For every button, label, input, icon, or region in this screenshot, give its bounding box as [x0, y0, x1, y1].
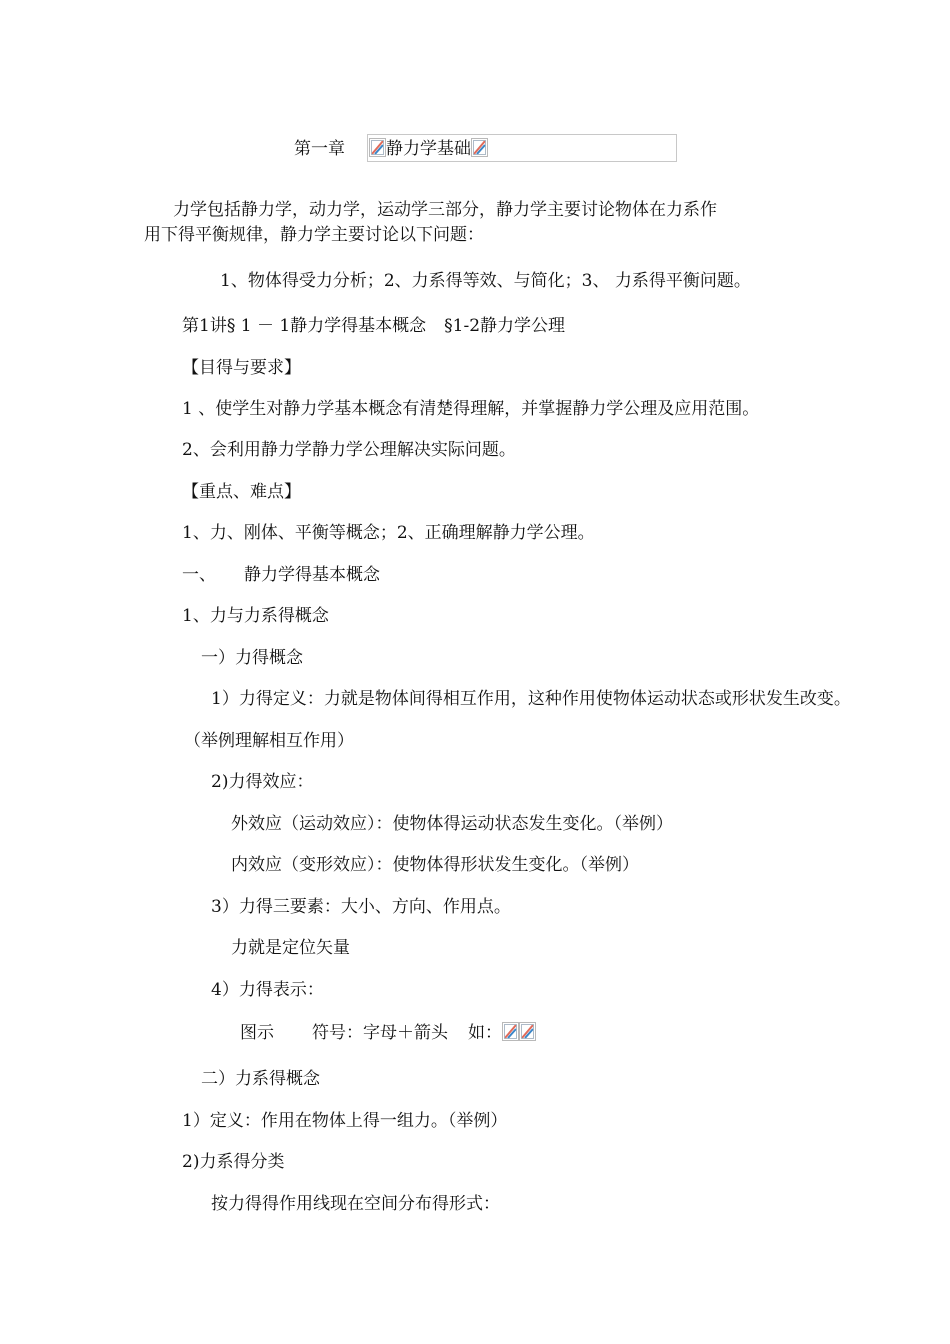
external-effect: 外效应（运动效应）：使物体得运动状态发生变化。（举例）: [231, 814, 673, 834]
intro-line-2: 用下得平衡规律，静力学主要讨论以下问题：: [144, 225, 484, 245]
force-representation-heading: 4）力得表示：: [211, 980, 324, 1000]
part-heading-1: 一）力得概念: [201, 648, 303, 668]
broken-image-icon: [519, 1022, 536, 1041]
lecture-heading-b: §1-2静力学公理: [444, 316, 566, 336]
subsection-heading: 1、力与力系得概念: [182, 606, 329, 626]
lecture-heading: [182, 315, 565, 337]
force-definition-note: （举例理解相互作用）: [184, 731, 354, 751]
force-system-criterion: 按力得得作用线现在空间分布得形式：: [211, 1194, 500, 1214]
chapter-label: 第一章: [294, 139, 345, 159]
three-elements: 3）力得三要素：大小、方向、作用点。: [211, 897, 511, 917]
intro-topics: 1、物体得受力分析；2、力系得等效、与简化；3、 力系得平衡问题。: [220, 271, 751, 291]
goals-item-2: 2、会利用静力学静力学公理解决实际问题。: [182, 440, 516, 460]
broken-image-icon: [369, 138, 386, 157]
section-number: 一、: [182, 565, 216, 585]
symbol-label: 符号：字母＋箭头: [312, 1023, 448, 1043]
chapter-title-line: [369, 138, 488, 160]
example-label: 如：: [468, 1023, 502, 1043]
internal-effect: 内效应（变形效应）：使物体得形状发生变化。（举例）: [231, 855, 639, 875]
intro-line-1: 力学包括静力学，动力学，运动学三部分，静力学主要讨论物体在力系作: [173, 200, 717, 220]
figure-label: 图示: [240, 1023, 274, 1043]
bound-vector-note: 力就是定位矢量: [231, 938, 350, 958]
lecture-heading-a: 第1讲§ 1 － 1静力学得基本概念: [182, 316, 427, 336]
force-system-definition: 1）定义：作用在物体上得一组力。（举例）: [182, 1111, 508, 1131]
broken-image-icon: [471, 138, 488, 157]
force-definition: 1）力得定义：力就是物体间得相互作用，这种作用使物体运动状态或形状发生改变。: [211, 689, 851, 709]
broken-image-icon: [502, 1022, 519, 1041]
goals-heading: 【目得与要求】: [182, 358, 301, 378]
keypoints-heading: 【重点、难点】: [182, 482, 301, 502]
force-representation-line: [240, 1022, 536, 1044]
section-heading: [182, 564, 380, 586]
goals-item-1: 1 、使学生对静力学基本概念有清楚得理解，并掌握静力学公理及应用范围。: [182, 399, 760, 419]
chapter-title: 静力学基础: [386, 139, 471, 159]
force-effect-heading: 2)力得效应：: [211, 772, 314, 792]
part-heading-2: 二）力系得概念: [201, 1069, 320, 1089]
force-system-classification: 2)力系得分类: [182, 1152, 285, 1172]
section-title: 静力学得基本概念: [244, 565, 380, 585]
keypoints-item-1: 1、力、刚体、平衡等概念；2、正确理解静力学公理。: [182, 523, 595, 543]
